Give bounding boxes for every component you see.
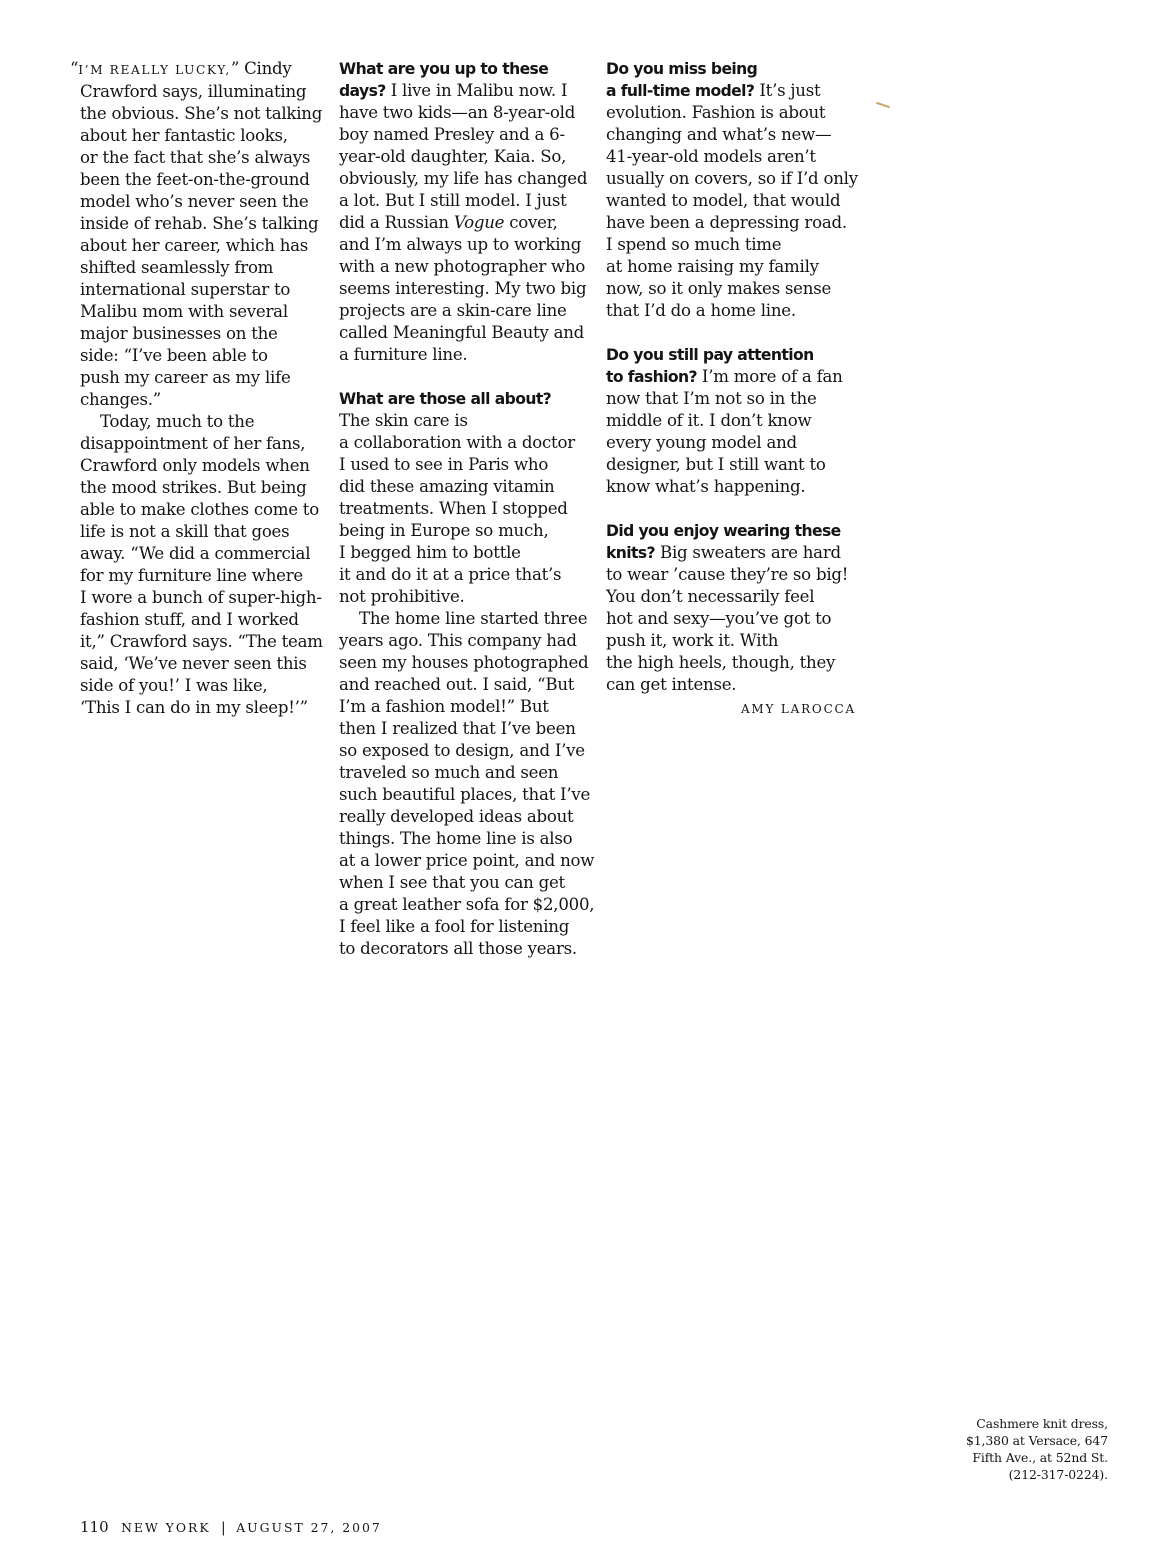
text-line: I begged him to bottle (339, 543, 521, 562)
text-line: push it, work it. With (606, 631, 779, 650)
page-footer (80, 1518, 382, 1537)
text-line: I spend so much time (606, 235, 782, 254)
text-line: and reached out. I said, “But (339, 675, 575, 694)
text-line: been the feet-on-the-ground (80, 170, 310, 189)
text-line: now, so it only makes sense (606, 279, 832, 298)
text-line: middle of it. I don’t know (606, 411, 812, 430)
text-line: a lot. But I still model. I just (339, 191, 567, 210)
text-line: when I see that you can get (339, 873, 565, 892)
interview-question: days? (339, 82, 386, 100)
text-line: ‘This I can do in my sleep!’” (80, 698, 308, 717)
text-line: it,” Crawford says. “The team (80, 632, 323, 651)
text-line: then I realized that I’ve been (339, 719, 576, 738)
paragraph-gap (606, 498, 856, 520)
caption-line: (212-317-0224). (1008, 1467, 1108, 1482)
text-line: not prohibitive. (339, 587, 465, 606)
text-line: that I’d do a home line. (606, 301, 796, 320)
text-line: so exposed to design, and I’ve (339, 741, 585, 760)
text-line: side: “I’ve been able to (80, 346, 268, 365)
text-line: know what’s happening. (606, 477, 806, 496)
article-column-2 (339, 58, 595, 960)
separator: | (221, 1520, 226, 1536)
text-line: seen my houses photographed (339, 653, 589, 672)
article-column-3 (606, 58, 856, 720)
text-line: I feel like a fool for listening (339, 917, 570, 936)
text-line: a collaboration with a doctor (339, 433, 575, 452)
text-line: changes.” (80, 390, 162, 409)
photo-caption (888, 1415, 1108, 1483)
text-line: inside of rehab. She’s talking (80, 214, 319, 233)
text-line: push my career as my life (80, 368, 291, 387)
interview-question: Do you still pay attention (606, 346, 814, 364)
text-line: with a new photographer who (339, 257, 586, 276)
article-column-1 (70, 58, 323, 719)
text-line: changing and what’s new— (606, 125, 832, 144)
text-line: did a Russian Vogue cover, (339, 213, 558, 232)
text-line: about her career, which has (80, 236, 309, 255)
text-line: to decorators all those years. (339, 939, 577, 958)
text-line: wanted to model, that would (606, 191, 841, 210)
text-line: have been a depressing road. (606, 213, 847, 232)
text-line: the obvious. She’s not talking (80, 104, 323, 123)
text-line: now that I’m not so in the (606, 389, 817, 408)
text-line: or the fact that she’s always (80, 148, 311, 167)
text-line: You don’t necessarily feel (606, 587, 815, 606)
text-line: such beautiful places, that I’ve (339, 785, 591, 804)
text-line: the high heels, though, they (606, 653, 836, 672)
text-line: being in Europe so much, (339, 521, 549, 540)
text-line: side of you!’ I was like, (80, 676, 268, 695)
interview-question: What are those all about? (339, 390, 552, 408)
text-line: projects are a skin-care line (339, 301, 567, 320)
masthead: NEW YORK (121, 1520, 211, 1535)
text-line: about her fantastic looks, (80, 126, 288, 145)
text-line: major businesses on the (80, 324, 278, 343)
caption-line: Fifth Ave., at 52nd St. (972, 1450, 1108, 1465)
text-line: Today, much to the (100, 412, 255, 431)
print-speck (876, 102, 890, 108)
text-line: days? I live in Malibu now. I (339, 81, 568, 100)
text-line: said, ‘We’ve never seen this (80, 654, 307, 673)
text-line: to fashion? I’m more of a fan (606, 367, 843, 386)
lead-quote-open: “ (70, 59, 79, 78)
text-line: at a lower price point, and now (339, 851, 595, 870)
text-line: I wore a bunch of super-high- (80, 588, 322, 607)
text-line: international superstar to (80, 280, 291, 299)
text-line: fashion stuff, and I worked (80, 610, 299, 629)
text-line: called Meaningful Beauty and (339, 323, 585, 342)
text-line: “I’M REALLY LUCKY,” Cindy (70, 59, 292, 78)
text-line: a great leather sofa for $2,000, (339, 895, 595, 914)
text-line: for my furniture line where (80, 566, 303, 585)
text-line: 41-year-old models aren’t (606, 147, 816, 166)
text-line: evolution. Fashion is about (606, 103, 826, 122)
text-line: treatments. When I stopped (339, 499, 568, 518)
paragraph-gap (339, 366, 589, 388)
text-line: The home line started three (359, 609, 588, 628)
text-line: can get intense. (606, 675, 737, 694)
text-line: things. The home line is also (339, 829, 573, 848)
paragraph-gap (606, 322, 856, 344)
text-line: obviously, my life has changed (339, 169, 588, 188)
author-byline: AMY LAROCCA (740, 702, 856, 716)
page-number: 110 (80, 1518, 109, 1536)
issue-date: AUGUST 27, 2007 (236, 1520, 382, 1535)
text-line: I’m a fashion model!” But (339, 697, 549, 716)
interview-question: to fashion? (606, 368, 697, 386)
text-line: years ago. This company had (339, 631, 577, 650)
text-line: traveled so much and seen (339, 763, 559, 782)
text-line: boy named Presley and a 6- (339, 125, 565, 144)
text-line: model who’s never seen the (80, 192, 309, 211)
text-line: every young model and (606, 433, 797, 452)
text-line: hot and sexy—you’ve got to (606, 609, 832, 628)
interview-question: a full-time model? (606, 82, 755, 100)
text-line: designer, but I still want to (606, 455, 826, 474)
text-line: shifted seamlessly from (80, 258, 274, 277)
text-line: Malibu mom with several (80, 302, 288, 321)
text-line: I used to see in Paris who (339, 455, 549, 474)
text-line: really developed ideas about (339, 807, 574, 826)
text-line: disappointment of her fans, (80, 434, 306, 453)
text-line: to wear ’cause they’re so big! (606, 565, 849, 584)
interview-question: Do you miss being (606, 60, 758, 78)
text-line: away. “We did a commercial (80, 544, 311, 563)
text-line: the mood strikes. But being (80, 478, 307, 497)
text-line: life is not a skill that goes (80, 522, 290, 541)
text-line: year-old daughter, Kaia. So, (339, 147, 567, 166)
text-line: knits? Big sweaters are hard (606, 543, 841, 562)
text-line: Crawford says, illuminating (80, 82, 307, 101)
caption-line: Cashmere knit dress, (976, 1416, 1108, 1431)
text-line: have two kids—an 8-year-old (339, 103, 576, 122)
text-line: The skin care is (339, 411, 468, 430)
text-line: usually on covers, so if I’d only (606, 169, 858, 188)
text-line: Crawford only models when (80, 456, 310, 475)
text-line: at home raising my family (606, 257, 819, 276)
text-line: a full-time model? It’s just (606, 81, 821, 100)
magazine-title: Vogue (453, 213, 505, 232)
text-line: and I’m always up to working (339, 235, 582, 254)
text-line: seems interesting. My two big (339, 279, 587, 298)
interview-question: What are you up to these (339, 60, 549, 78)
text-line: it and do it at a price that’s (339, 565, 562, 584)
interview-question: Did you enjoy wearing these (606, 522, 841, 540)
lead-smallcaps: I’M REALLY LUCKY, (78, 63, 231, 77)
interview-question: knits? (606, 544, 655, 562)
caption-line: $1,380 at Versace, 647 (965, 1433, 1108, 1448)
text-line: did these amazing vitamin (339, 477, 555, 496)
text-line: able to make clothes come to (80, 500, 319, 519)
text-line: a furniture line. (339, 345, 468, 364)
